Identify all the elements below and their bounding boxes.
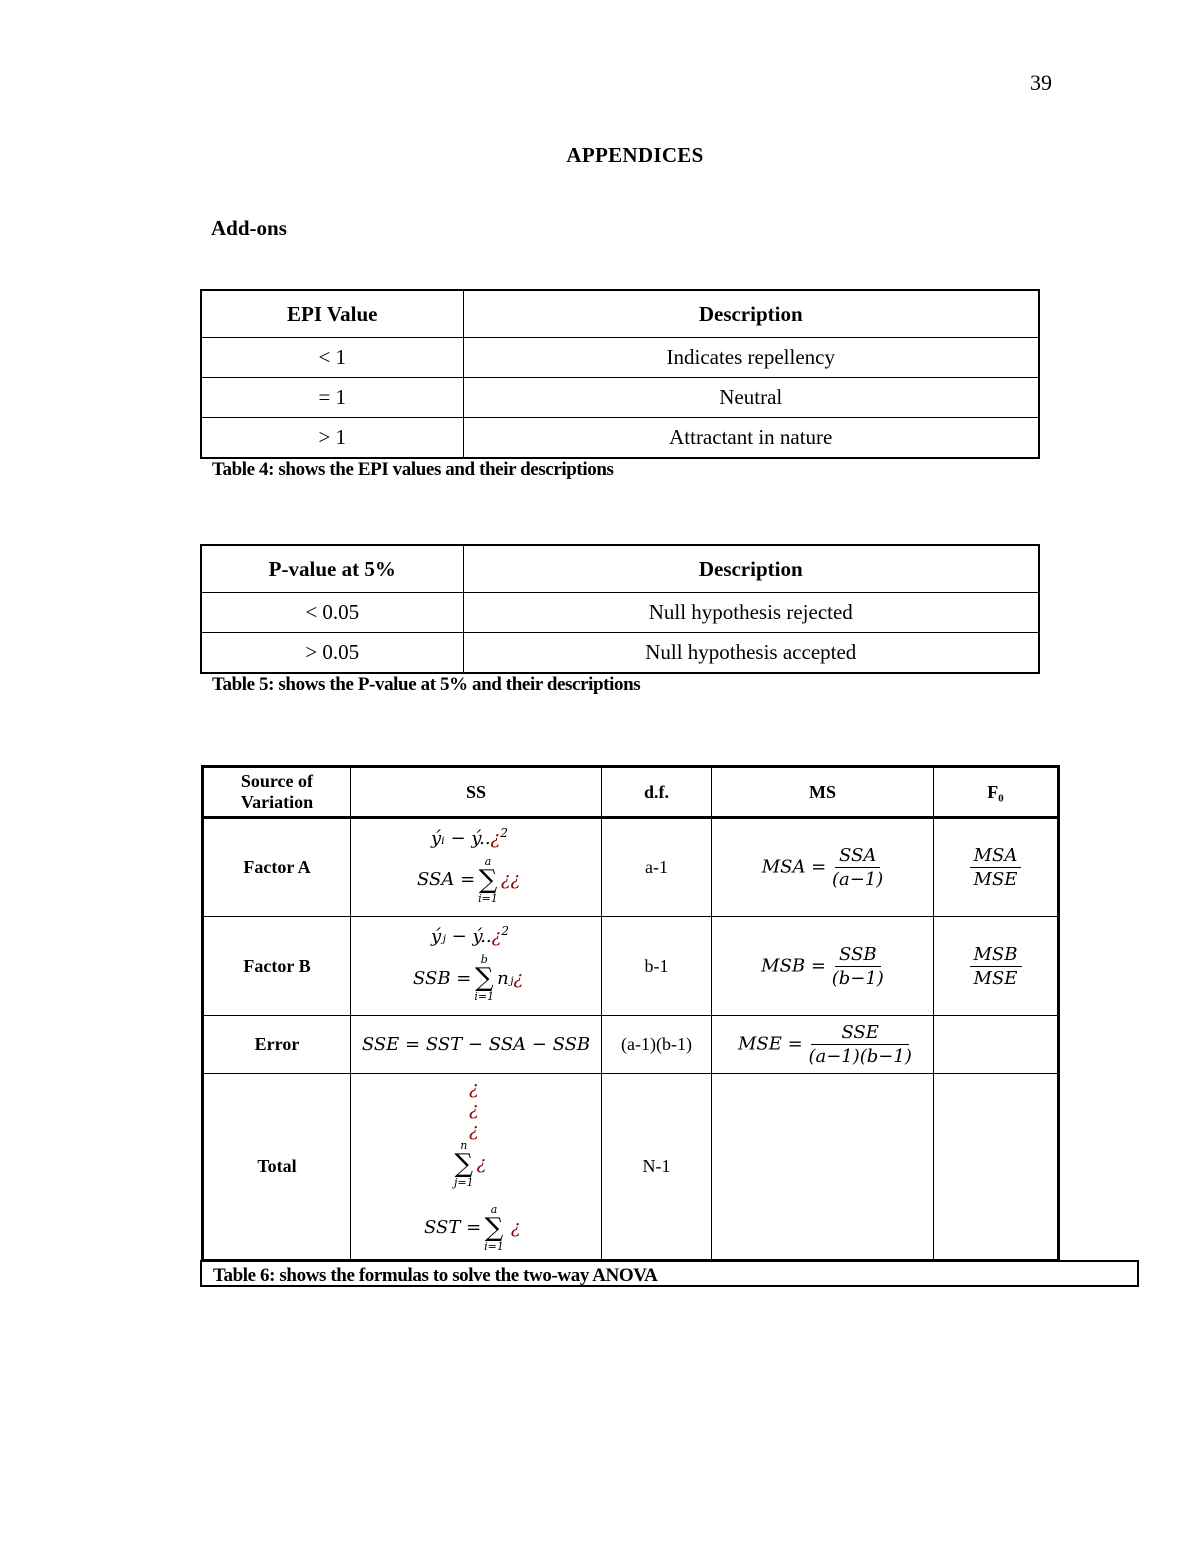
ss-formula-cell <box>351 818 602 917</box>
glyph: ¿ <box>510 869 521 890</box>
summation <box>474 954 494 1002</box>
glyph: ¿ <box>490 827 501 849</box>
df-cell: N-1 <box>602 1074 712 1261</box>
table6-caption-box <box>200 1260 1139 1287</box>
table-row <box>201 338 1039 378</box>
df-cell: (a-1)(b-1) <box>602 1016 712 1074</box>
sigma-icon: ∑ <box>454 1148 474 1179</box>
table-row <box>201 418 1039 459</box>
source-of-variation-header <box>241 771 313 813</box>
formula-text: SSA = <box>417 869 476 890</box>
upper-limit: n <box>460 1138 468 1152</box>
table5-caption: Table 5: shows the P-value at 5% and their descriptions <box>212 674 641 695</box>
empty-cell <box>712 1074 934 1261</box>
epi-table <box>200 289 1040 459</box>
fraction <box>808 1022 911 1067</box>
lower-limit: i=1 <box>478 891 498 905</box>
upper-limit: b <box>480 953 488 966</box>
numerator: MSA <box>970 845 1022 868</box>
table-cell: Neutral <box>463 378 1039 418</box>
upper-limit: a <box>484 854 492 868</box>
lower-limit: j=1 <box>454 1175 474 1189</box>
table-cell: > 1 <box>201 418 463 459</box>
table-header-cell: F₀ <box>934 767 1059 818</box>
formula-text: MSA = <box>761 856 827 878</box>
table-row <box>203 1074 1059 1261</box>
sigma-icon: ∑ <box>474 963 494 993</box>
formula-text: MSB = <box>761 955 826 976</box>
ms-formula-cell <box>712 1016 934 1074</box>
df-cell: a-1 <box>602 818 712 917</box>
f-formula-cell <box>934 818 1059 917</box>
fraction <box>970 944 1022 989</box>
page-number: 39 <box>1030 70 1052 95</box>
summation <box>484 1204 504 1252</box>
row-label: Factor A <box>203 818 351 917</box>
lower-limit: i=1 <box>474 990 495 1003</box>
ss-formula-cell <box>351 1074 602 1261</box>
numerator: MSB <box>970 944 1022 967</box>
numerator: SSE <box>811 1022 909 1045</box>
glyph: ¿ <box>513 967 524 989</box>
table-header-row <box>203 767 1059 818</box>
table-cell: = 1 <box>201 378 463 418</box>
sigma-icon: ∑ <box>478 864 498 895</box>
table-header-cell: Description <box>463 545 1039 593</box>
table-header-cell: Description <box>463 290 1039 338</box>
ss-formula-cell <box>351 917 602 1016</box>
table-cell: Null hypothesis rejected <box>463 593 1039 633</box>
glyph: ¿ <box>476 1153 487 1174</box>
table-header-cell <box>203 767 351 818</box>
table-header-cell: SS <box>351 767 602 818</box>
row-label: Total <box>203 1074 351 1261</box>
glyph: ¿ <box>469 1077 479 1099</box>
row-label: Factor B <box>203 917 351 1016</box>
formula-text: nⱼ <box>497 967 514 989</box>
glyph: ¿ <box>510 1217 521 1238</box>
inner-sum-line <box>454 1140 486 1188</box>
glyph-stack <box>469 1078 479 1141</box>
outer-sum-line <box>424 1204 521 1252</box>
table-header-cell: EPI Value <box>201 290 463 338</box>
table-cell: Indicates repellency <box>463 338 1039 378</box>
header-line: Variation <box>240 792 314 812</box>
glyph: ¿ <box>469 1119 479 1141</box>
table-header-cell: P-value at 5% <box>201 545 463 593</box>
numerator: SSA <box>835 845 880 868</box>
table6-caption: Table 6: shows the formulas to solve the two-way ANOVA <box>213 1265 658 1286</box>
table-row <box>203 1016 1059 1074</box>
formula-top-line <box>431 826 508 849</box>
page-heading: APPENDICES <box>566 143 704 167</box>
formula-text: SST = <box>424 1217 482 1238</box>
df-cell: b-1 <box>602 917 712 1016</box>
row-label: Error <box>203 1016 351 1074</box>
formula-top-line <box>431 924 509 947</box>
fraction <box>832 944 884 989</box>
table-row <box>201 378 1039 418</box>
denominator: (b−1) <box>831 967 884 989</box>
upper-limit: a <box>490 1202 498 1216</box>
glyph: ¿ <box>500 869 511 890</box>
formula-text: MSE = <box>738 1033 803 1055</box>
sigma-icon: ∑ <box>484 1212 504 1243</box>
glyph: ¿ <box>491 926 502 947</box>
table4-caption: Table 4: shows the EPI values and their descriptions <box>212 459 614 480</box>
table-row <box>201 593 1039 633</box>
table-header-cell: d.f. <box>602 767 712 818</box>
formula-text: SSB = <box>413 967 472 989</box>
fraction <box>970 845 1022 890</box>
table-header-row <box>201 290 1039 338</box>
numerator: SSB <box>835 944 881 967</box>
denominator: MSE <box>973 967 1018 989</box>
header-line: Source of <box>240 771 313 791</box>
formula-main-line <box>413 954 523 1002</box>
ms-formula-cell <box>712 818 934 917</box>
table-cell: > 0.05 <box>201 633 463 674</box>
exponent: 2 <box>501 924 509 938</box>
exponent: 2 <box>500 825 508 840</box>
denominator: MSE <box>973 869 1018 890</box>
summation <box>478 856 498 904</box>
p-value-table <box>200 544 1040 674</box>
table-header-cell: MS <box>712 767 934 818</box>
glyph: ¿ <box>469 1098 479 1120</box>
summation <box>454 1140 474 1188</box>
table-cell: Attractant in nature <box>463 418 1039 459</box>
ss-formula-cell: SSE = SST − SSA − SSB <box>351 1016 602 1074</box>
ms-formula-cell <box>712 917 934 1016</box>
section-subheading: Add-ons <box>211 216 287 240</box>
f-formula-cell <box>934 917 1059 1016</box>
denominator: (a−1)(b−1) <box>808 1046 912 1067</box>
table-cell: < 0.05 <box>201 593 463 633</box>
anova-table <box>201 765 1060 1262</box>
lower-limit: i=1 <box>484 1239 504 1253</box>
table-row <box>203 818 1059 917</box>
formula-text: ýᵢ − ý.. <box>431 827 491 849</box>
table-cell: Null hypothesis accepted <box>463 633 1039 674</box>
fraction <box>832 845 883 890</box>
table-row <box>203 917 1059 1016</box>
table-cell: < 1 <box>201 338 463 378</box>
denominator: (a−1) <box>832 869 884 890</box>
empty-cell <box>934 1016 1059 1074</box>
formula-main-line <box>417 856 520 904</box>
empty-cell <box>934 1074 1059 1261</box>
table-header-row <box>201 545 1039 593</box>
table-row <box>201 633 1039 674</box>
formula-text: ýⱼ − ý.. <box>431 926 492 947</box>
